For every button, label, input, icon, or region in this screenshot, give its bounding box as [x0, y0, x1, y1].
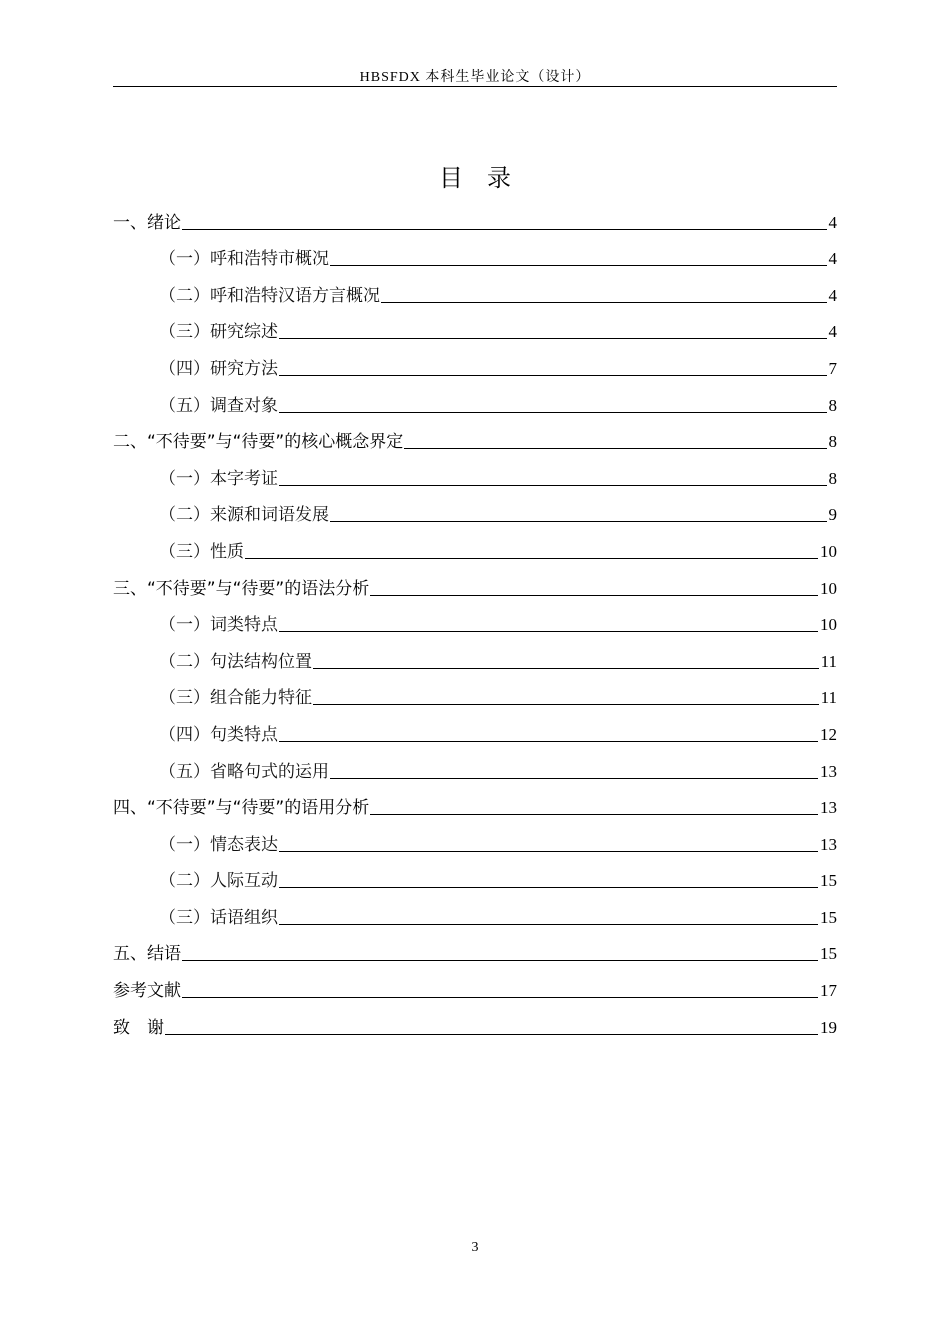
toc-entry-page-number: 8: [828, 468, 837, 488]
toc-leader-line: [182, 996, 818, 998]
toc-entry-label: （一）本字考证: [159, 468, 278, 489]
toc-leader-line: [279, 630, 818, 632]
toc-leader-line: [279, 740, 818, 742]
toc-entry-page-number: 13: [820, 798, 837, 818]
toc-chapter-entry[interactable]: [113, 1001, 837, 1038]
toc-leader-line: [381, 301, 827, 303]
toc-leader-line: [279, 484, 827, 486]
toc-entry-label: （五）省略句式的运用: [159, 761, 329, 782]
toc-section-entry[interactable]: [113, 269, 837, 306]
toc-leader-line: [330, 777, 818, 779]
toc-entry-page-number: 4: [828, 249, 837, 269]
toc-entry-label: （一）词类特点: [159, 615, 278, 636]
toc-leader-line: [330, 520, 827, 522]
running-header: HBSFDX 本科生毕业论文（设计）: [359, 70, 591, 85]
toc-entry-page-number: 11: [820, 688, 837, 708]
toc-entry-label: （二）句法结构位置: [159, 651, 312, 672]
toc-section-entry[interactable]: [113, 306, 837, 343]
toc-leader-line: [165, 1033, 818, 1035]
toc-leader-line: [313, 703, 819, 705]
toc-section-entry[interactable]: [113, 672, 837, 709]
toc-leader-line: [279, 411, 827, 413]
toc-leader-line: [182, 959, 818, 961]
toc-entry-page-number: 7: [828, 358, 837, 378]
toc-section-entry[interactable]: [113, 599, 837, 636]
toc-entry-label: （三）话语组织: [159, 907, 278, 928]
toc-leader-line: [313, 667, 819, 669]
toc-entry-label: （三）组合能力特征: [159, 688, 312, 709]
toc-leader-line: [182, 228, 827, 230]
toc-section-entry[interactable]: [113, 891, 837, 928]
toc-section-entry[interactable]: [113, 745, 837, 782]
toc-section-entry[interactable]: [113, 525, 837, 562]
toc-entry-label: 五、结语: [113, 944, 181, 965]
toc-section-entry[interactable]: [113, 708, 837, 745]
toc-section-entry[interactable]: [113, 342, 837, 379]
toc-leader-line: [279, 850, 818, 852]
page-number: 3: [471, 1240, 479, 1255]
toc-chapter-entry[interactable]: [113, 964, 837, 1001]
toc-leader-line: [245, 557, 818, 559]
toc-entry-page-number: 11: [820, 651, 837, 671]
toc-section-entry[interactable]: [113, 489, 837, 526]
toc-entry-page-number: 19: [820, 1017, 837, 1037]
toc-entry-label: 一、绪论: [113, 212, 181, 233]
toc-entry-label: 二、“不待要”与“待要”的核心概念界定: [113, 432, 404, 453]
toc-entry-label: （三）研究综述: [159, 322, 278, 343]
toc-entry-label: 三、“不待要”与“待要”的语法分析: [113, 578, 370, 599]
toc-title: 目 录: [439, 166, 511, 192]
toc-leader-line: [404, 447, 826, 449]
toc-entry-page-number: 4: [828, 212, 837, 232]
toc-entry-label: （三）性质: [159, 541, 244, 562]
toc-entry-page-number: 9: [828, 505, 837, 525]
toc-entry-page-number: 12: [820, 724, 837, 744]
toc-leader-line: [279, 374, 827, 376]
toc-entry-label: 致 谢: [113, 1017, 164, 1038]
toc-section-entry[interactable]: [113, 818, 837, 855]
toc-chapter-entry[interactable]: [113, 562, 837, 599]
toc-entry-page-number: 10: [820, 541, 837, 561]
toc-entry-label: （四）句类特点: [159, 724, 278, 745]
toc-entry-page-number: 8: [828, 432, 837, 452]
toc-leader-line: [279, 886, 818, 888]
header-divider: [113, 86, 837, 87]
toc-leader-line: [370, 813, 818, 815]
toc-entry-label: （二）人际互动: [159, 871, 278, 892]
toc-entry-label: 四、“不待要”与“待要”的语用分析: [113, 798, 370, 819]
toc-entry-page-number: 10: [820, 615, 837, 635]
toc-entry-page-number: 4: [828, 322, 837, 342]
table-of-contents: [113, 196, 837, 1038]
toc-entry-label: （四）研究方法: [159, 358, 278, 379]
toc-leader-line: [279, 337, 827, 339]
toc-entry-page-number: 17: [820, 981, 837, 1001]
toc-entry-label: （二）来源和词语发展: [159, 505, 329, 526]
toc-entry-page-number: 15: [820, 907, 837, 927]
toc-entry-page-number: 4: [828, 285, 837, 305]
toc-entry-label: 参考文献: [113, 981, 181, 1002]
toc-entry-label: （一）情态表达: [159, 834, 278, 855]
toc-section-entry[interactable]: [113, 452, 837, 489]
toc-entry-page-number: 15: [820, 871, 837, 891]
toc-leader-line: [279, 923, 818, 925]
toc-chapter-entry[interactable]: [113, 782, 837, 819]
toc-section-entry[interactable]: [113, 233, 837, 270]
toc-leader-line: [370, 594, 818, 596]
toc-chapter-entry[interactable]: [113, 928, 837, 965]
toc-entry-page-number: 8: [828, 395, 837, 415]
toc-chapter-entry[interactable]: [113, 196, 837, 233]
toc-entry-page-number: 13: [820, 834, 837, 854]
toc-chapter-entry[interactable]: [113, 416, 837, 453]
toc-entry-label: （一）呼和浩特市概况: [159, 249, 329, 270]
toc-section-entry[interactable]: [113, 379, 837, 416]
toc-entry-label: （五）调查对象: [159, 395, 278, 416]
toc-section-entry[interactable]: [113, 855, 837, 892]
toc-entry-label: （二）呼和浩特汉语方言概况: [159, 285, 380, 306]
toc-leader-line: [330, 264, 827, 266]
toc-section-entry[interactable]: [113, 635, 837, 672]
toc-entry-page-number: 10: [820, 578, 837, 598]
toc-entry-page-number: 15: [820, 944, 837, 964]
toc-entry-page-number: 13: [820, 761, 837, 781]
